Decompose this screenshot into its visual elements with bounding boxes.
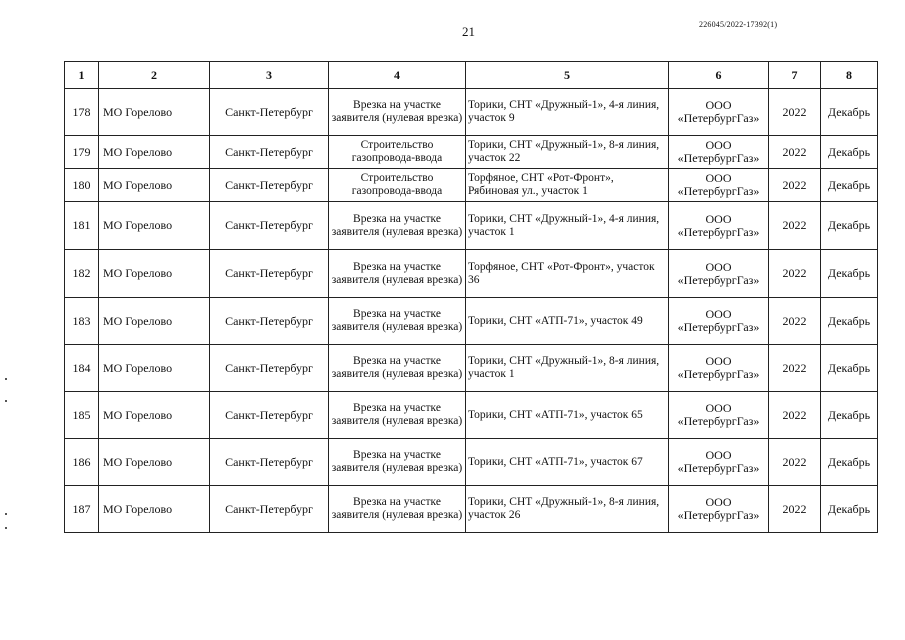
page-number: 21 bbox=[462, 24, 475, 39]
address-cell: Торики, СНТ «АТП-71», участок 67 bbox=[466, 439, 669, 486]
city-cell: Санкт-Петербург bbox=[210, 486, 329, 533]
work-type-cell: Врезка на участке заявителя (нулевая врезка) bbox=[329, 486, 466, 533]
month-cell: Декабрь bbox=[821, 298, 878, 345]
year-cell: 2022 bbox=[769, 202, 821, 250]
city-cell: Санкт-Петербург bbox=[210, 392, 329, 439]
organization-cell: ООО «ПетербургГаз» bbox=[669, 250, 769, 298]
municipality-cell: МО Горелово bbox=[99, 250, 210, 298]
document-id: 226045/2022-17392(1) bbox=[699, 20, 778, 29]
organization-cell: ООО «ПетербургГаз» bbox=[669, 169, 769, 202]
table-row bbox=[65, 486, 878, 533]
organization-cell: ООО «ПетербургГаз» bbox=[669, 89, 769, 136]
address-cell: Торики, СНТ «АТП-71», участок 49 bbox=[466, 298, 669, 345]
month-cell: Декабрь bbox=[821, 136, 878, 169]
year-cell: 2022 bbox=[769, 298, 821, 345]
organization-cell: ООО «ПетербургГаз» bbox=[669, 136, 769, 169]
month-cell: Декабрь bbox=[821, 202, 878, 250]
city-cell: Санкт-Петербург bbox=[210, 169, 329, 202]
column-header: 5 bbox=[466, 62, 669, 89]
year-cell: 2022 bbox=[769, 89, 821, 136]
table-row bbox=[65, 89, 878, 136]
year-cell: 2022 bbox=[769, 486, 821, 533]
row-number-cell: 183 bbox=[65, 298, 99, 345]
row-number-cell: 185 bbox=[65, 392, 99, 439]
work-type-cell: Врезка на участке заявителя (нулевая врезка) bbox=[329, 345, 466, 392]
year-cell: 2022 bbox=[769, 136, 821, 169]
municipality-cell: МО Горелово bbox=[99, 298, 210, 345]
year-cell: 2022 bbox=[769, 392, 821, 439]
year-cell: 2022 bbox=[769, 345, 821, 392]
row-number-cell: 186 bbox=[65, 439, 99, 486]
column-header: 1 bbox=[65, 62, 99, 89]
row-number-cell: 180 bbox=[65, 169, 99, 202]
municipality-cell: МО Горелово bbox=[99, 89, 210, 136]
city-cell: Санкт-Петербург bbox=[210, 298, 329, 345]
row-number-cell: 181 bbox=[65, 202, 99, 250]
organization-cell: ООО «ПетербургГаз» bbox=[669, 439, 769, 486]
column-header: 2 bbox=[99, 62, 210, 89]
row-number-cell: 178 bbox=[65, 89, 99, 136]
month-cell: Декабрь bbox=[821, 392, 878, 439]
month-cell: Декабрь bbox=[821, 169, 878, 202]
margin-mark bbox=[5, 527, 7, 529]
month-cell: Декабрь bbox=[821, 439, 878, 486]
table-header-row bbox=[65, 62, 878, 89]
table-row bbox=[65, 345, 878, 392]
column-header: 8 bbox=[821, 62, 878, 89]
margin-mark bbox=[5, 400, 7, 402]
row-number-cell: 187 bbox=[65, 486, 99, 533]
column-header: 3 bbox=[210, 62, 329, 89]
municipality-cell: МО Горелово bbox=[99, 486, 210, 533]
address-cell: Торфяное, СНТ «Рот-Фронт», Рябиновая ул., участок 1 bbox=[466, 169, 669, 202]
address-cell: Торики, СНТ «Дружный-1», 8-я линия, участок 26 bbox=[466, 486, 669, 533]
row-number-cell: 184 bbox=[65, 345, 99, 392]
address-cell: Торики, СНТ «АТП-71», участок 65 bbox=[466, 392, 669, 439]
municipality-cell: МО Горелово bbox=[99, 392, 210, 439]
year-cell: 2022 bbox=[769, 439, 821, 486]
table-row bbox=[65, 250, 878, 298]
table-row bbox=[65, 202, 878, 250]
address-cell: Торфяное, СНТ «Рот-Фронт», участок 36 bbox=[466, 250, 669, 298]
organization-cell: ООО «ПетербургГаз» bbox=[669, 392, 769, 439]
city-cell: Санкт-Петербург bbox=[210, 250, 329, 298]
address-cell: Торики, СНТ «Дружный-1», 4-я линия, участок 1 bbox=[466, 202, 669, 250]
city-cell: Санкт-Петербург bbox=[210, 202, 329, 250]
month-cell: Декабрь bbox=[821, 345, 878, 392]
organization-cell: ООО «ПетербургГаз» bbox=[669, 486, 769, 533]
year-cell: 2022 bbox=[769, 169, 821, 202]
address-cell: Торики, СНТ «Дружный-1», 8-я линия, участок 22 bbox=[466, 136, 669, 169]
municipality-cell: МО Горелово bbox=[99, 169, 210, 202]
work-type-cell: Врезка на участке заявителя (нулевая врезка) bbox=[329, 298, 466, 345]
column-header: 6 bbox=[669, 62, 769, 89]
month-cell: Декабрь bbox=[821, 486, 878, 533]
work-type-cell: Врезка на участке заявителя (нулевая врезка) bbox=[329, 202, 466, 250]
city-cell: Санкт-Петербург bbox=[210, 345, 329, 392]
address-cell: Торики, СНТ «Дружный-1», 8-я линия, участок 1 bbox=[466, 345, 669, 392]
city-cell: Санкт-Петербург bbox=[210, 89, 329, 136]
column-header: 7 bbox=[769, 62, 821, 89]
column-header: 4 bbox=[329, 62, 466, 89]
month-cell: Декабрь bbox=[821, 250, 878, 298]
work-type-cell: Строительство газопровода-ввода bbox=[329, 136, 466, 169]
table-row bbox=[65, 136, 878, 169]
work-type-cell: Врезка на участке заявителя (нулевая врезка) bbox=[329, 89, 466, 136]
work-type-cell: Врезка на участке заявителя (нулевая врезка) bbox=[329, 250, 466, 298]
city-cell: Санкт-Петербург bbox=[210, 136, 329, 169]
month-cell: Декабрь bbox=[821, 89, 878, 136]
table-row bbox=[65, 392, 878, 439]
table-row bbox=[65, 298, 878, 345]
municipality-cell: МО Горелово bbox=[99, 136, 210, 169]
work-type-cell: Врезка на участке заявителя (нулевая врезка) bbox=[329, 392, 466, 439]
work-type-cell: Врезка на участке заявителя (нулевая врезка) bbox=[329, 439, 466, 486]
municipality-cell: МО Горелово bbox=[99, 202, 210, 250]
schedule-table bbox=[64, 61, 878, 533]
margin-mark bbox=[5, 513, 7, 515]
margin-mark bbox=[5, 378, 7, 380]
municipality-cell: МО Горелово bbox=[99, 439, 210, 486]
municipality-cell: МО Горелово bbox=[99, 345, 210, 392]
organization-cell: ООО «ПетербургГаз» bbox=[669, 345, 769, 392]
row-number-cell: 182 bbox=[65, 250, 99, 298]
organization-cell: ООО «ПетербургГаз» bbox=[669, 202, 769, 250]
year-cell: 2022 bbox=[769, 250, 821, 298]
work-type-cell: Строительство газопровода-ввода bbox=[329, 169, 466, 202]
table-row bbox=[65, 169, 878, 202]
address-cell: Торики, СНТ «Дружный-1», 4-я линия, участок 9 bbox=[466, 89, 669, 136]
table-row bbox=[65, 439, 878, 486]
row-number-cell: 179 bbox=[65, 136, 99, 169]
organization-cell: ООО «ПетербургГаз» bbox=[669, 298, 769, 345]
city-cell: Санкт-Петербург bbox=[210, 439, 329, 486]
